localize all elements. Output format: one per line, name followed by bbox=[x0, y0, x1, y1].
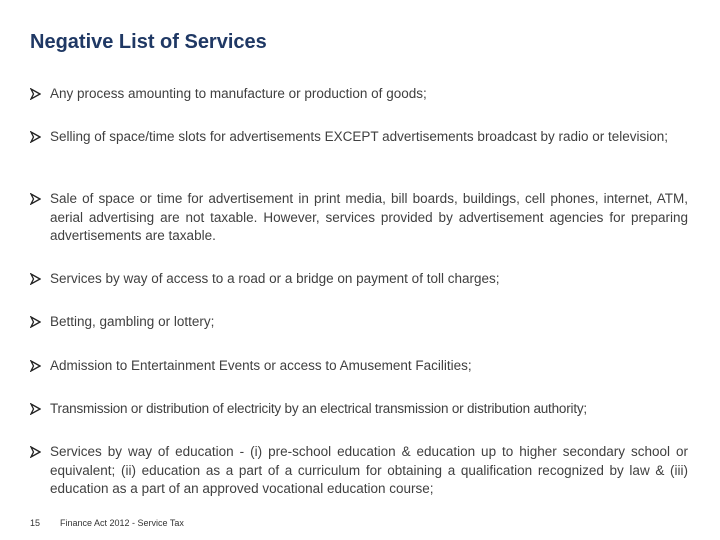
bullet-item-6 bbox=[30, 357, 688, 376]
arrow-bullet-icon bbox=[30, 313, 50, 331]
bullet-text-1: Any process amounting to manufacture or production of goods; bbox=[50, 86, 427, 101]
bullet-item-7 bbox=[30, 400, 695, 419]
bullet-text-4: Services by way of access to a road or a bridge on payment of toll charges; bbox=[50, 271, 500, 286]
bullet-item-3 bbox=[30, 190, 688, 246]
arrow-bullet-icon bbox=[30, 400, 50, 418]
footer-text: Finance Act 2012 - Service Tax bbox=[60, 518, 184, 528]
arrow-bullet-icon bbox=[30, 190, 50, 208]
bullet-text-6: Admission to Entertainment Events or access to Amusement Facilities; bbox=[50, 358, 472, 373]
bullet-text-7: Transmission or distribution of electricity by an electrical transmission or distribution authority; bbox=[50, 401, 587, 416]
arrow-bullet-icon bbox=[30, 443, 50, 461]
bullet-item-8 bbox=[30, 443, 688, 499]
arrow-bullet-icon bbox=[30, 128, 50, 146]
bullet-text-2: Selling of space/time slots for advertisements EXCEPT advertisements broadcast by radio or television; bbox=[50, 129, 669, 144]
arrow-bullet-icon bbox=[30, 270, 50, 288]
arrow-bullet-icon bbox=[30, 85, 50, 103]
bullet-item-1 bbox=[30, 85, 688, 104]
arrow-bullet-icon bbox=[30, 357, 50, 375]
bullet-text-5: Betting, gambling or lottery; bbox=[50, 314, 215, 329]
bullet-text-8: Services by way of education - (i) pre-school education & education up to higher secondary school or equivalent; (ii) education as a part of a curriculum for obtaining a qualification recognized by law & (iii) education as a part of an approved vocational education course; bbox=[50, 444, 688, 496]
slide-title: Negative List of Services bbox=[30, 31, 267, 53]
page-number: 15 bbox=[30, 518, 41, 528]
bullet-text-3: Sale of space or time for advertisement in print media, bill boards, buildings, cell phones, internet, ATM, aerial advertising are not taxable. However, services provided by advertisement agencies for preparing advertisements are taxable. bbox=[50, 191, 688, 243]
bullet-item-2 bbox=[30, 128, 688, 147]
bullet-item-4 bbox=[30, 270, 688, 289]
bullet-item-5 bbox=[30, 313, 688, 332]
